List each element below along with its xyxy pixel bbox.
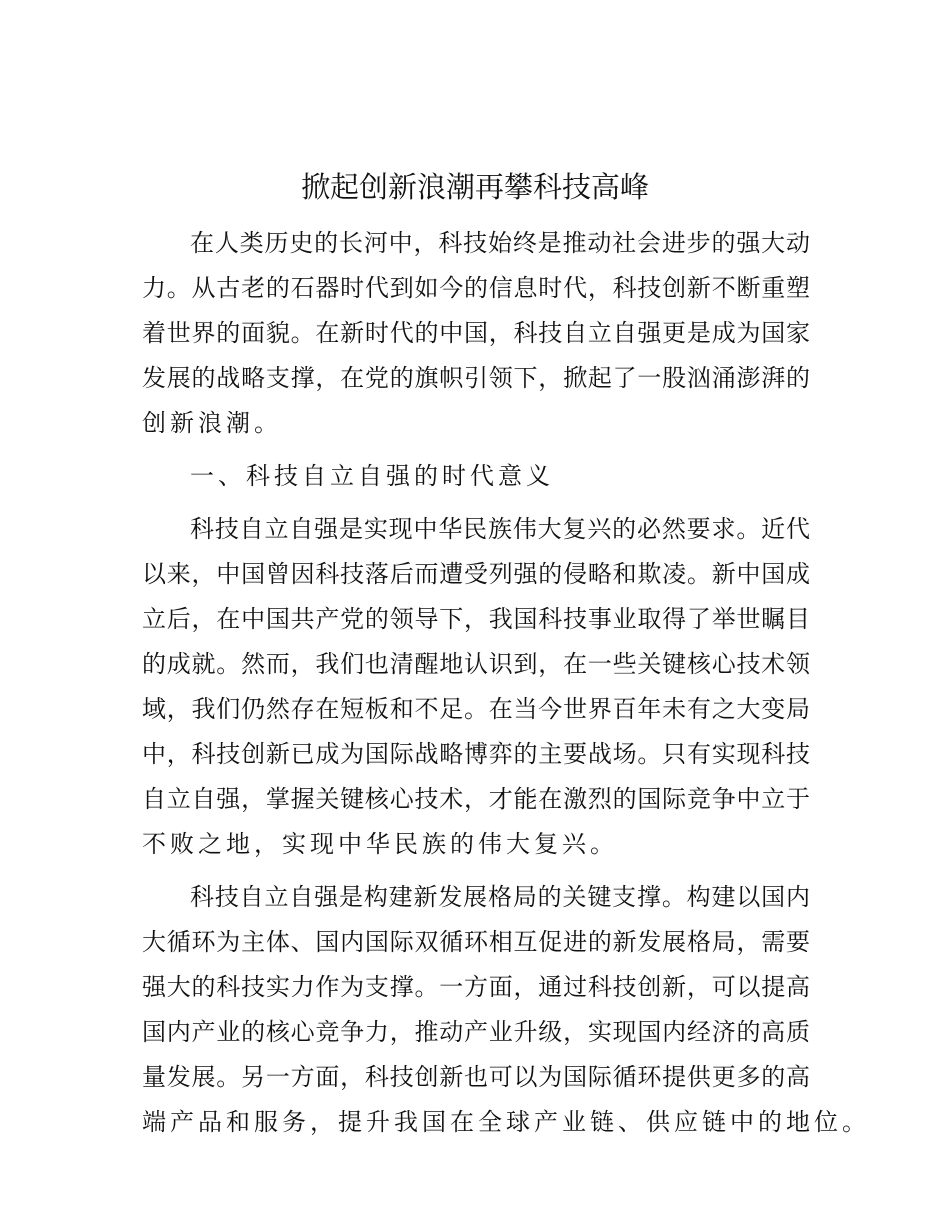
text-line: 科技自立自强是构建新发展格局的关键支撑。构建以国内 xyxy=(190,883,810,911)
text-line: 以来，中国曾因科技落后而遭受列强的侵略和欺凌。新中国成 xyxy=(142,560,810,588)
text-line: 国内产业的核心竞争力，推动产业升级，实现国内经济的高质 xyxy=(142,1018,810,1046)
text-line: 发展的战略支撑，在党的旗帜引领下，掀起了一股汹涌澎湃的 xyxy=(142,364,810,392)
text-line: 大循环为主体、国内国际双循环相互促进的新发展格局，需要 xyxy=(142,928,810,956)
text-line: 创新浪潮。 xyxy=(142,409,282,437)
text-line: 力。从古老的石器时代到如今的信息时代，科技创新不断重塑 xyxy=(142,274,810,302)
text-line: 强大的科技实力作为支撑。一方面，通过科技创新，可以提高 xyxy=(142,973,810,1001)
text-line: 着世界的面貌。在新时代的中国，科技自立自强更是成为国家 xyxy=(142,319,810,347)
text-line: 科技自立自强是实现中华民族伟大复兴的必然要求。近代 xyxy=(190,515,810,543)
text-line: 的成就。然而，我们也清醒地认识到，在一些关键核心技术领 xyxy=(142,650,810,678)
text-line: 不败之地，实现中华民族的伟大复兴。 xyxy=(142,830,618,858)
text-line: 域，我们仍然存在短板和不足。在当今世界百年未有之大变局 xyxy=(142,695,810,723)
text-line: 端产品和服务，提升我国在全球产业链、供应链中的地位。 xyxy=(142,1108,870,1136)
paragraph-intro xyxy=(142,221,810,446)
text-line: 中，科技创新已成为国际战略博弈的主要战场。只有实现科技 xyxy=(142,740,810,768)
document-body xyxy=(142,221,870,1153)
text-line: 立后，在中国共产党的领导下，我国科技事业取得了举世瞩目 xyxy=(142,605,810,633)
paragraph-rejuvenation xyxy=(142,507,810,867)
text-line: 自立自强，掌握关键核心技术，才能在激烈的国际竞争中立于 xyxy=(142,785,810,813)
text-line: 在人类历史的长河中，科技始终是推动社会进步的强大动 xyxy=(190,229,810,257)
document-title: 掀起创新浪潮再攀科技高峰 xyxy=(300,170,649,204)
text-line: 量发展。另一方面，科技创新也可以为国际循环提供更多的高 xyxy=(142,1063,810,1091)
paragraph-development-pattern xyxy=(142,875,870,1145)
section-heading xyxy=(142,454,810,499)
section-heading-text: 一、科技自立自强的时代意义 xyxy=(190,462,554,490)
